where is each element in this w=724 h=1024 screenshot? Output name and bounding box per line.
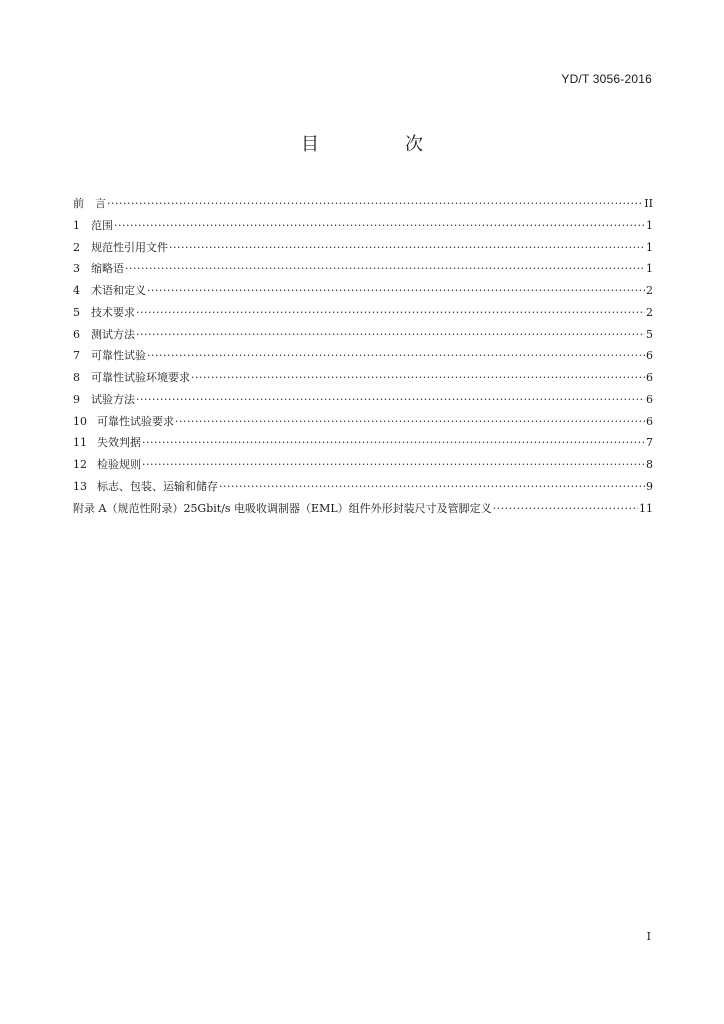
toc-entry-title: 试验方法	[91, 392, 135, 406]
toc-leader-dots	[136, 302, 645, 324]
toc-entry-title: 测试方法	[91, 327, 135, 341]
toc-entry-number: 12	[73, 458, 87, 471]
toc-leader-dots	[114, 215, 645, 237]
toc-entry-page: 2	[646, 284, 653, 297]
toc-leader-dots	[147, 280, 645, 302]
toc-entry-title: 可靠性试验要求	[97, 414, 174, 428]
toc-leader-dots	[136, 389, 645, 411]
toc-entry-number: 8	[73, 371, 80, 384]
toc-entry-number: 1	[73, 218, 80, 232]
toc-entry-number: 9	[73, 392, 80, 406]
toc-leader-dots	[125, 258, 645, 280]
toc-entry-6[interactable]	[73, 324, 653, 346]
standard-code: YD/T 3056-2016	[561, 72, 652, 86]
toc-entry-9[interactable]	[73, 389, 653, 411]
toc-entry-page: 1	[646, 262, 653, 276]
toc-entry-title: 术语和定义	[91, 284, 146, 297]
toc-entry-page: 2	[646, 305, 653, 319]
toc-entry-10[interactable]	[73, 411, 653, 433]
toc-entry-title: 标志、包装、运输和储存	[97, 479, 218, 493]
toc-leader-dots	[107, 193, 643, 215]
toc-entry-number: 6	[73, 327, 80, 341]
toc-leader-dots	[219, 476, 645, 498]
toc-entry-number: 13	[73, 479, 87, 493]
toc-entry-number: 11	[73, 436, 87, 450]
toc-entry-page: 6	[646, 392, 653, 406]
toc-leader-dots	[142, 432, 645, 454]
toc-entry-page: 5	[646, 327, 653, 341]
toc-leader-dots	[142, 454, 645, 476]
toc-entry-2[interactable]	[73, 237, 653, 259]
toc-leader-dots	[169, 237, 645, 259]
toc-entry-title: 附录 A（规范性附录）25Gbit/s 电吸收调制器（EML）组件外形封装尺寸及管脚定义	[73, 501, 492, 515]
toc-entry-page: 6	[646, 414, 653, 428]
toc-entry-number: 4	[73, 284, 80, 297]
toc-entry-number: 3	[73, 262, 80, 276]
toc-entry-3[interactable]	[73, 258, 653, 280]
toc-entry-page: 7	[646, 436, 653, 450]
toc-entry-title: 范围	[91, 218, 113, 232]
toc-title: 目 次	[301, 134, 457, 155]
table-of-contents	[73, 193, 653, 519]
toc-entry-page: 8	[646, 458, 653, 471]
toc-entry-7[interactable]	[73, 345, 653, 367]
toc-entry-5[interactable]	[73, 302, 653, 324]
toc-entry-title: 缩略语	[91, 262, 124, 276]
toc-entry-12[interactable]	[73, 454, 653, 476]
toc-leader-dots	[147, 345, 645, 367]
toc-entry-title: 失效判据	[97, 436, 141, 450]
toc-entry-page: 6	[646, 371, 653, 384]
toc-entry-number: 7	[73, 349, 80, 363]
toc-entry-title: 技术要求	[91, 305, 135, 319]
toc-entry-page: 9	[646, 479, 653, 493]
toc-entry-page: 11	[639, 501, 653, 515]
toc-entry-number: 2	[73, 240, 80, 254]
toc-leader-dots	[175, 411, 645, 433]
toc-entry-title: 可靠性试验环境要求	[91, 371, 190, 384]
toc-entry-13[interactable]	[73, 476, 653, 498]
toc-entry-title: 言	[95, 197, 106, 210]
toc-leader-dots	[136, 324, 645, 346]
toc-entry-1[interactable]	[73, 215, 653, 237]
toc-entry-number: 5	[73, 305, 80, 319]
toc-entry-number: 10	[73, 414, 87, 428]
toc-entry-page: II	[644, 197, 653, 210]
toc-entry-11[interactable]	[73, 432, 653, 454]
toc-entry-page: 1	[646, 218, 653, 232]
toc-leader-dots	[493, 498, 638, 520]
page-number: I	[646, 930, 651, 943]
toc-entry-number: 前	[73, 197, 84, 210]
toc-entry-title: 可靠性试验	[91, 349, 146, 363]
toc-entry-page: 6	[646, 349, 653, 363]
toc-entry-8[interactable]	[73, 367, 653, 389]
toc-entry-title: 检验规则	[97, 458, 141, 471]
toc-entry-4[interactable]	[73, 280, 653, 302]
toc-entry-page: 1	[646, 240, 653, 254]
toc-leader-dots	[191, 367, 645, 389]
toc-entry-foreword[interactable]	[73, 193, 653, 215]
toc-entry-title: 规范性引用文件	[91, 240, 168, 254]
toc-entry-appendix-a[interactable]	[73, 498, 653, 520]
